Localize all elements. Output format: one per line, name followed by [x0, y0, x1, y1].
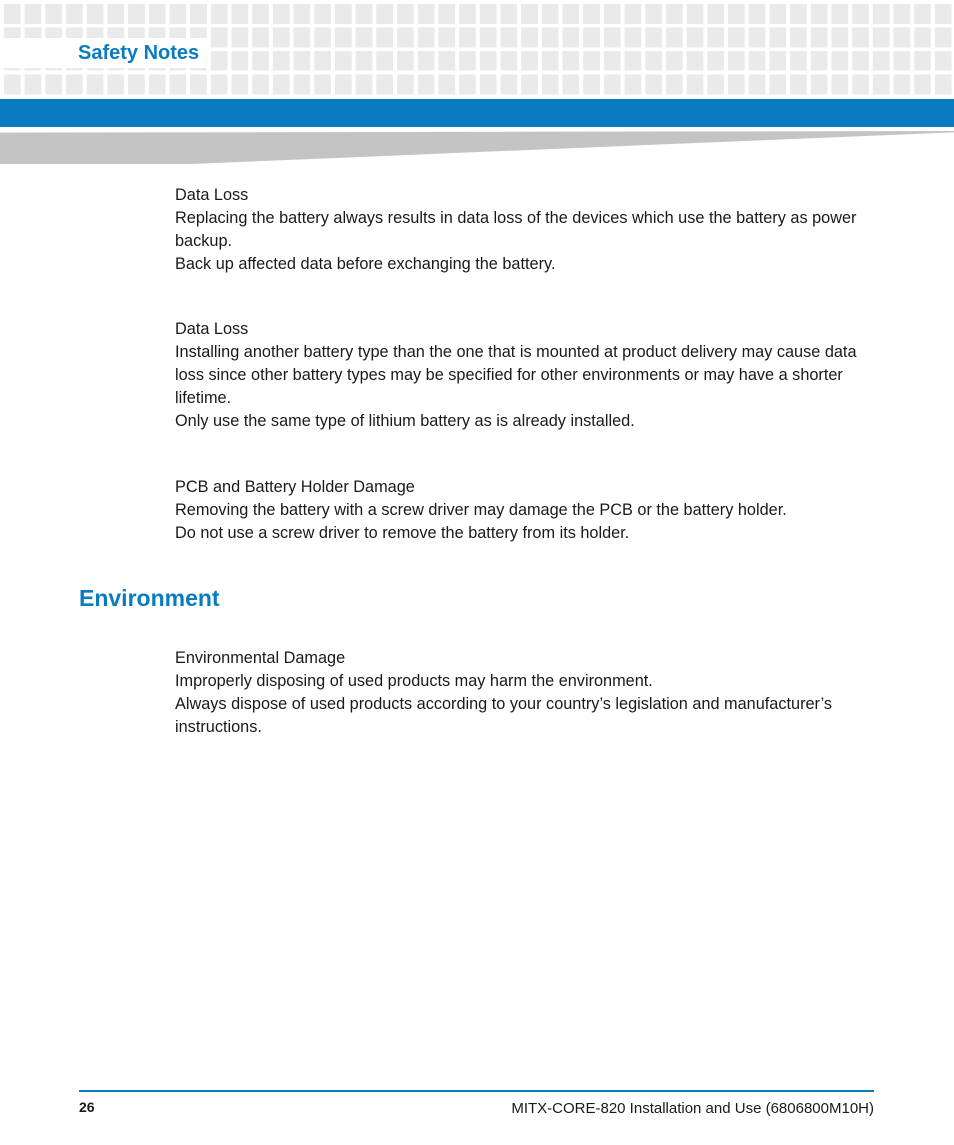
- note-pcb-damage: [175, 476, 880, 545]
- note-title: Environmental Damage: [175, 649, 346, 667]
- note-data-loss-1: [175, 184, 880, 276]
- note-text: Only use the same type of lithium battery as is already installed.: [175, 412, 635, 430]
- note-data-loss-2: [175, 318, 880, 433]
- note-title: Data Loss: [175, 186, 249, 204]
- note-text: Back up affected data before exchanging the battery.: [175, 255, 556, 273]
- note-title: Data Loss: [175, 320, 249, 338]
- note-text: Replacing the battery always results in data loss of the devices which use the battery as power backup.: [175, 209, 857, 250]
- section-heading-environment: Environment: [79, 585, 220, 611]
- note-text: Improperly disposing of used products may harm the environment.: [175, 672, 653, 690]
- note-text: Removing the battery with a screw driver may damage the PCB or the battery holder.: [175, 501, 787, 519]
- note-text: Always dispose of used products according to your country’s legislation and manufacturer’s instructions.: [175, 695, 833, 736]
- document-title: MITX-CORE-820 Installation and Use (6806800M10H): [511, 1100, 874, 1117]
- header-blue-bar: [0, 99, 954, 127]
- note-text: Do not use a screw driver to remove the battery from its holder.: [175, 524, 630, 542]
- page-number: 26: [79, 1099, 95, 1115]
- note-text: Installing another battery type than the one that is mounted at product delivery may cause data loss since other battery types may be specified for other environments or may have a shorter lifetime.: [175, 343, 857, 407]
- note-title: PCB and Battery Holder Damage: [175, 478, 415, 496]
- note-environmental-damage: [175, 647, 880, 739]
- header-grey-swoosh: [0, 131, 954, 164]
- page-section-title: Safety Notes: [0, 38, 207, 68]
- footer-rule: [79, 1090, 874, 1092]
